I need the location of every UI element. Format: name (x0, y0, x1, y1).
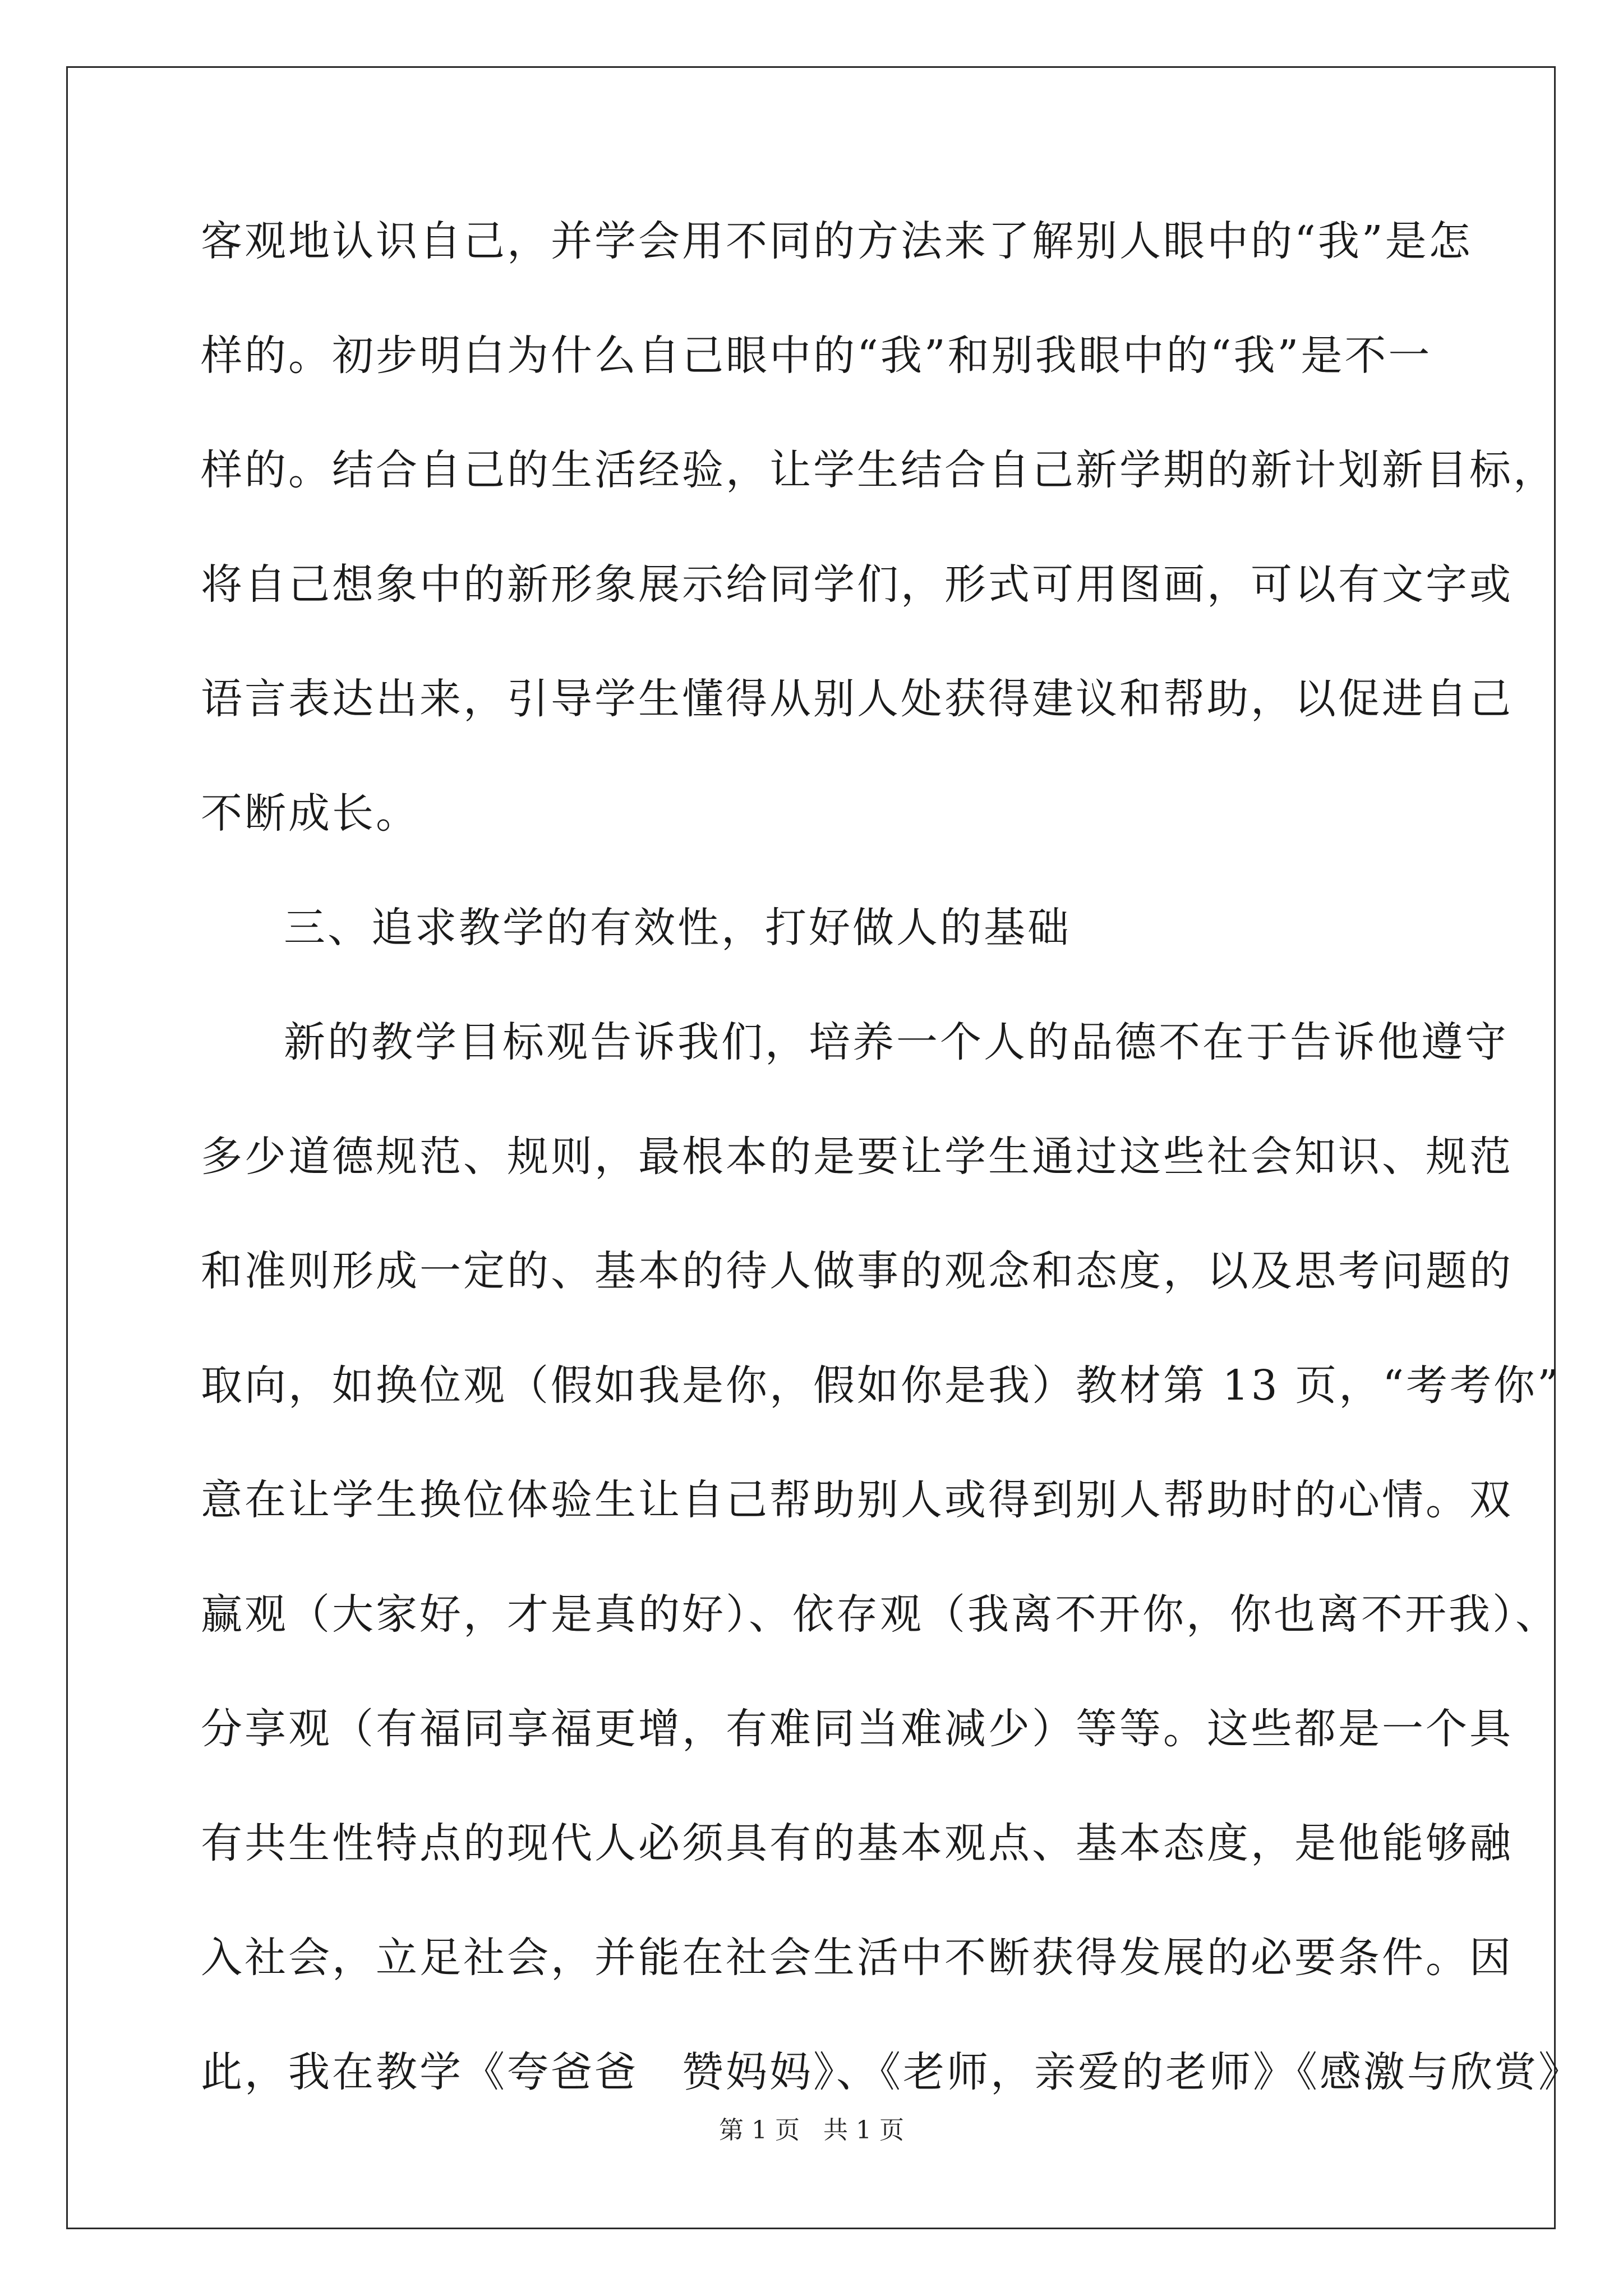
paragraph-line: 取向，如换位观（假如我是你，假如你是我）教材第 13 页，“考考你” (201, 1361, 1561, 1410)
paragraph-line: 将自己想象中的新形象展示给同学们，形式可用图画，可以有文字或 (201, 560, 1513, 609)
paragraph-line: 入社会，立足社会，并能在社会生活中不断获得发展的必要条件。因 (201, 1934, 1513, 1982)
paragraph-line: 赢观（大家好，才是真的好）、依存观（我离不开你，你也离不开我）、 (201, 1590, 1559, 1639)
paragraph-line: 客观地认识自己，并学会用不同的方法来了解别人眼中的“我”是怎 (201, 217, 1473, 265)
paragraph-line: 新的教学目标观告诉我们，培养一个人的品德不在于告诉他遵守 (284, 1018, 1509, 1066)
paragraph-line: 和准则形成一定的、基本的待人做事的观念和态度，以及思考问题的 (201, 1247, 1513, 1295)
paragraph-line: 语言表达出来，引导学生懂得从别人处获得建议和帮助，以促进自己 (201, 675, 1513, 723)
paragraph-line: 意在让学生换位体验生让自己帮助别人或得到别人帮助时的心情。双 (201, 1476, 1513, 1524)
page-number-current: 第 1 页 (719, 2116, 800, 2145)
page-footer (0, 2114, 1623, 2147)
paragraph-line: 样的。结合自己的生活经验，让学生结合自己新学期的新计划新目标， (201, 446, 1557, 494)
paragraph-line: 多少道德规范、规则，最根本的是要让学生通过这些社会知识、规范 (201, 1133, 1513, 1181)
paragraph-line: 此，我在教学《夸爸爸 赞妈妈》、《老师，亲爱的老师》《感激与欣赏》 (201, 2048, 1582, 2096)
paragraph-line: 有共生性特点的现代人必须具有的基本观点、基本态度，是他能够融 (201, 1819, 1513, 1867)
paragraph-line: 分享观（有福同享福更增，有难同当难减少）等等。这些都是一个具 (201, 1705, 1513, 1753)
section-heading: 三、追求教学的有效性，打好做人的基础 (284, 904, 1071, 952)
paragraph-line: 不断成长。 (201, 789, 419, 838)
paragraph-line: 样的。初步明白为什么自己眼中的“我”和别我眼中的“我”是不一 (201, 332, 1432, 380)
page-number-total: 共 1 页 (823, 2116, 904, 2145)
